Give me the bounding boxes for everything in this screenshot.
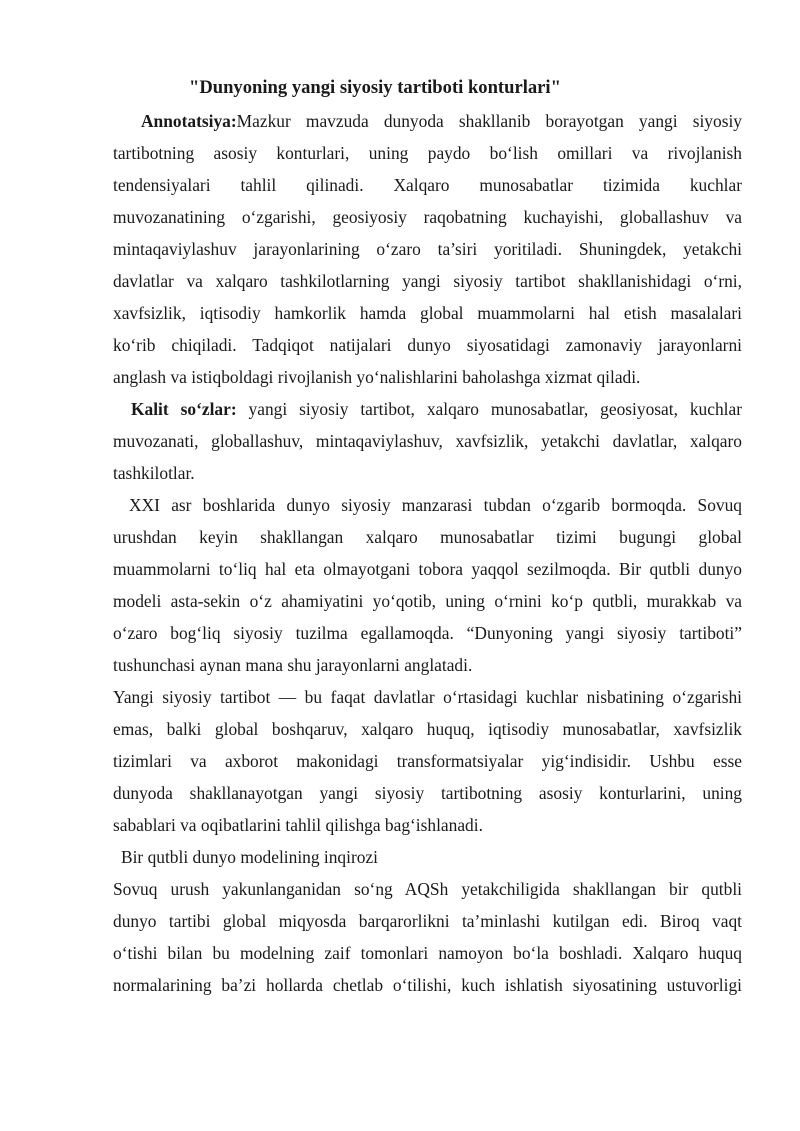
abstract-line: tendensiyalari tahlil qilinadi. Xalqaro munosabatlar tizimida kuchlar [113, 175, 742, 195]
body-line: dunyo tartibi global miqyosda barqarorlikni ta’minlashi kutilgan edi. Biroq vaqt [113, 911, 742, 931]
keywords-label: Kalit so‘zlar: [131, 399, 237, 419]
body-line: Sovuq urush yakunlanganidan so‘ng AQSh yetakchiligida shakllangan bir qutbli [113, 879, 742, 899]
intro-paragraph [113, 489, 742, 681]
abstract-line: davlatlar va xalqaro tashkilotlarning yangi siyosiy tartibot shakllanishidagi o‘rni, [113, 271, 742, 291]
body-line: XXI asr boshlarida dunyo siyosiy manzarasi tubdan o‘zgarib bormoqda. Sovuq [129, 495, 742, 515]
body-line: sabablari va oqibatlarini tahlil qilishga bag‘ishlanadi. [113, 815, 483, 835]
body-line: muammolarni to‘liq hal eta olmayotgani tobora yaqqol sezilmoqda. Bir qutbli dunyo [113, 559, 742, 579]
abstract-line: mintaqaviylashuv jarayonlarining o‘zaro ta’siri yoritiladi. Shuningdek, yetakchi [113, 239, 742, 259]
document-page [113, 73, 742, 1001]
section-heading: Bir qutbli dunyo modelining inqirozi [121, 847, 378, 867]
abstract-line: xavfsizlik, iqtisodiy hamkorlik hamda global muammolarni hal etish masalalari [113, 303, 742, 323]
body-line: dunyoda shakllanayotgan yangi siyosiy tartibotning asosiy konturlarini, uning [113, 783, 742, 803]
definition-paragraph [113, 681, 742, 841]
abstract-label: Annotatsiya: [141, 111, 237, 131]
body-line: Yangi siyosiy tartibot — bu faqat davlatlar o‘rtasidagi kuchlar nisbatining o‘zgarishi [113, 687, 742, 707]
abstract-line: tartibotning asosiy konturlari, uning paydo bo‘lish omillari va rivojlanish [113, 143, 742, 163]
keywords-line: tashkilotlar. [113, 463, 195, 483]
body-line: emas, balki global boshqaruv, xalqaro huquq, iqtisodiy munosabatlar, xavfsizlik [113, 719, 742, 739]
abstract-line: Annotatsiya:Mazkur mavzuda dunyoda shakllanib borayotgan yangi siyosiy [141, 111, 742, 131]
body-line: tizimlari va axborot makonidagi transformatsiyalar yig‘indisidir. Ushbu esse [113, 751, 742, 771]
abstract-line: ko‘rib chiqiladi. Tadqiqot natijalari dunyo siyosatidagi zamonaviy jarayonlarni [113, 335, 742, 355]
body-line: normalarining ba’zi hollarda chetlab o‘tilishi, kuch ishlatish siyosatining ustuvorligi [113, 975, 742, 995]
body-line: o‘tishi bilan bu modelning zaif tomonlari namoyon bo‘la boshladi. Xalqaro huquq [113, 943, 742, 963]
body-line: o‘zaro bog‘liq siyosiy tuzilma egallamoqda. “Dunyoning yangi siyosiy tartiboti” [113, 623, 742, 643]
document-title: "Dunyoning yangi siyosiy tartiboti konturlari" [189, 77, 561, 98]
abstract-line: muvozanatining o‘zgarishi, geosiyosiy raqobatning kuchayishi, globallashuv va [113, 207, 742, 227]
keywords-line: muvozanati, globallashuv, mintaqaviylashuv, xavfsizlik, yetakchi davlatlar, xalqaro [113, 431, 742, 451]
keywords-paragraph [113, 393, 742, 489]
abstract-line: anglash va istiqboldagi rivojlanish yo‘nalishlarini baholashga xizmat qiladi. [113, 367, 641, 387]
section-heading-block [113, 841, 742, 873]
body-line: tushunchasi aynan mana shu jarayonlarni anglatadi. [113, 655, 473, 675]
abstract-paragraph [113, 105, 742, 393]
body-line: modeli asta-sekin o‘z ahamiyatini yo‘qotib, uning o‘rnini ko‘p qutbli, murakkab va [113, 591, 742, 611]
body-line: urushdan keyin shakllangan xalqaro munosabatlar tizimi bugungi global [113, 527, 742, 547]
keywords-line: Kalit so‘zlar: yangi siyosiy tartibot, xalqaro munosabatlar, geosiyosat, kuchlar [131, 399, 742, 419]
section-paragraph [113, 873, 742, 1001]
